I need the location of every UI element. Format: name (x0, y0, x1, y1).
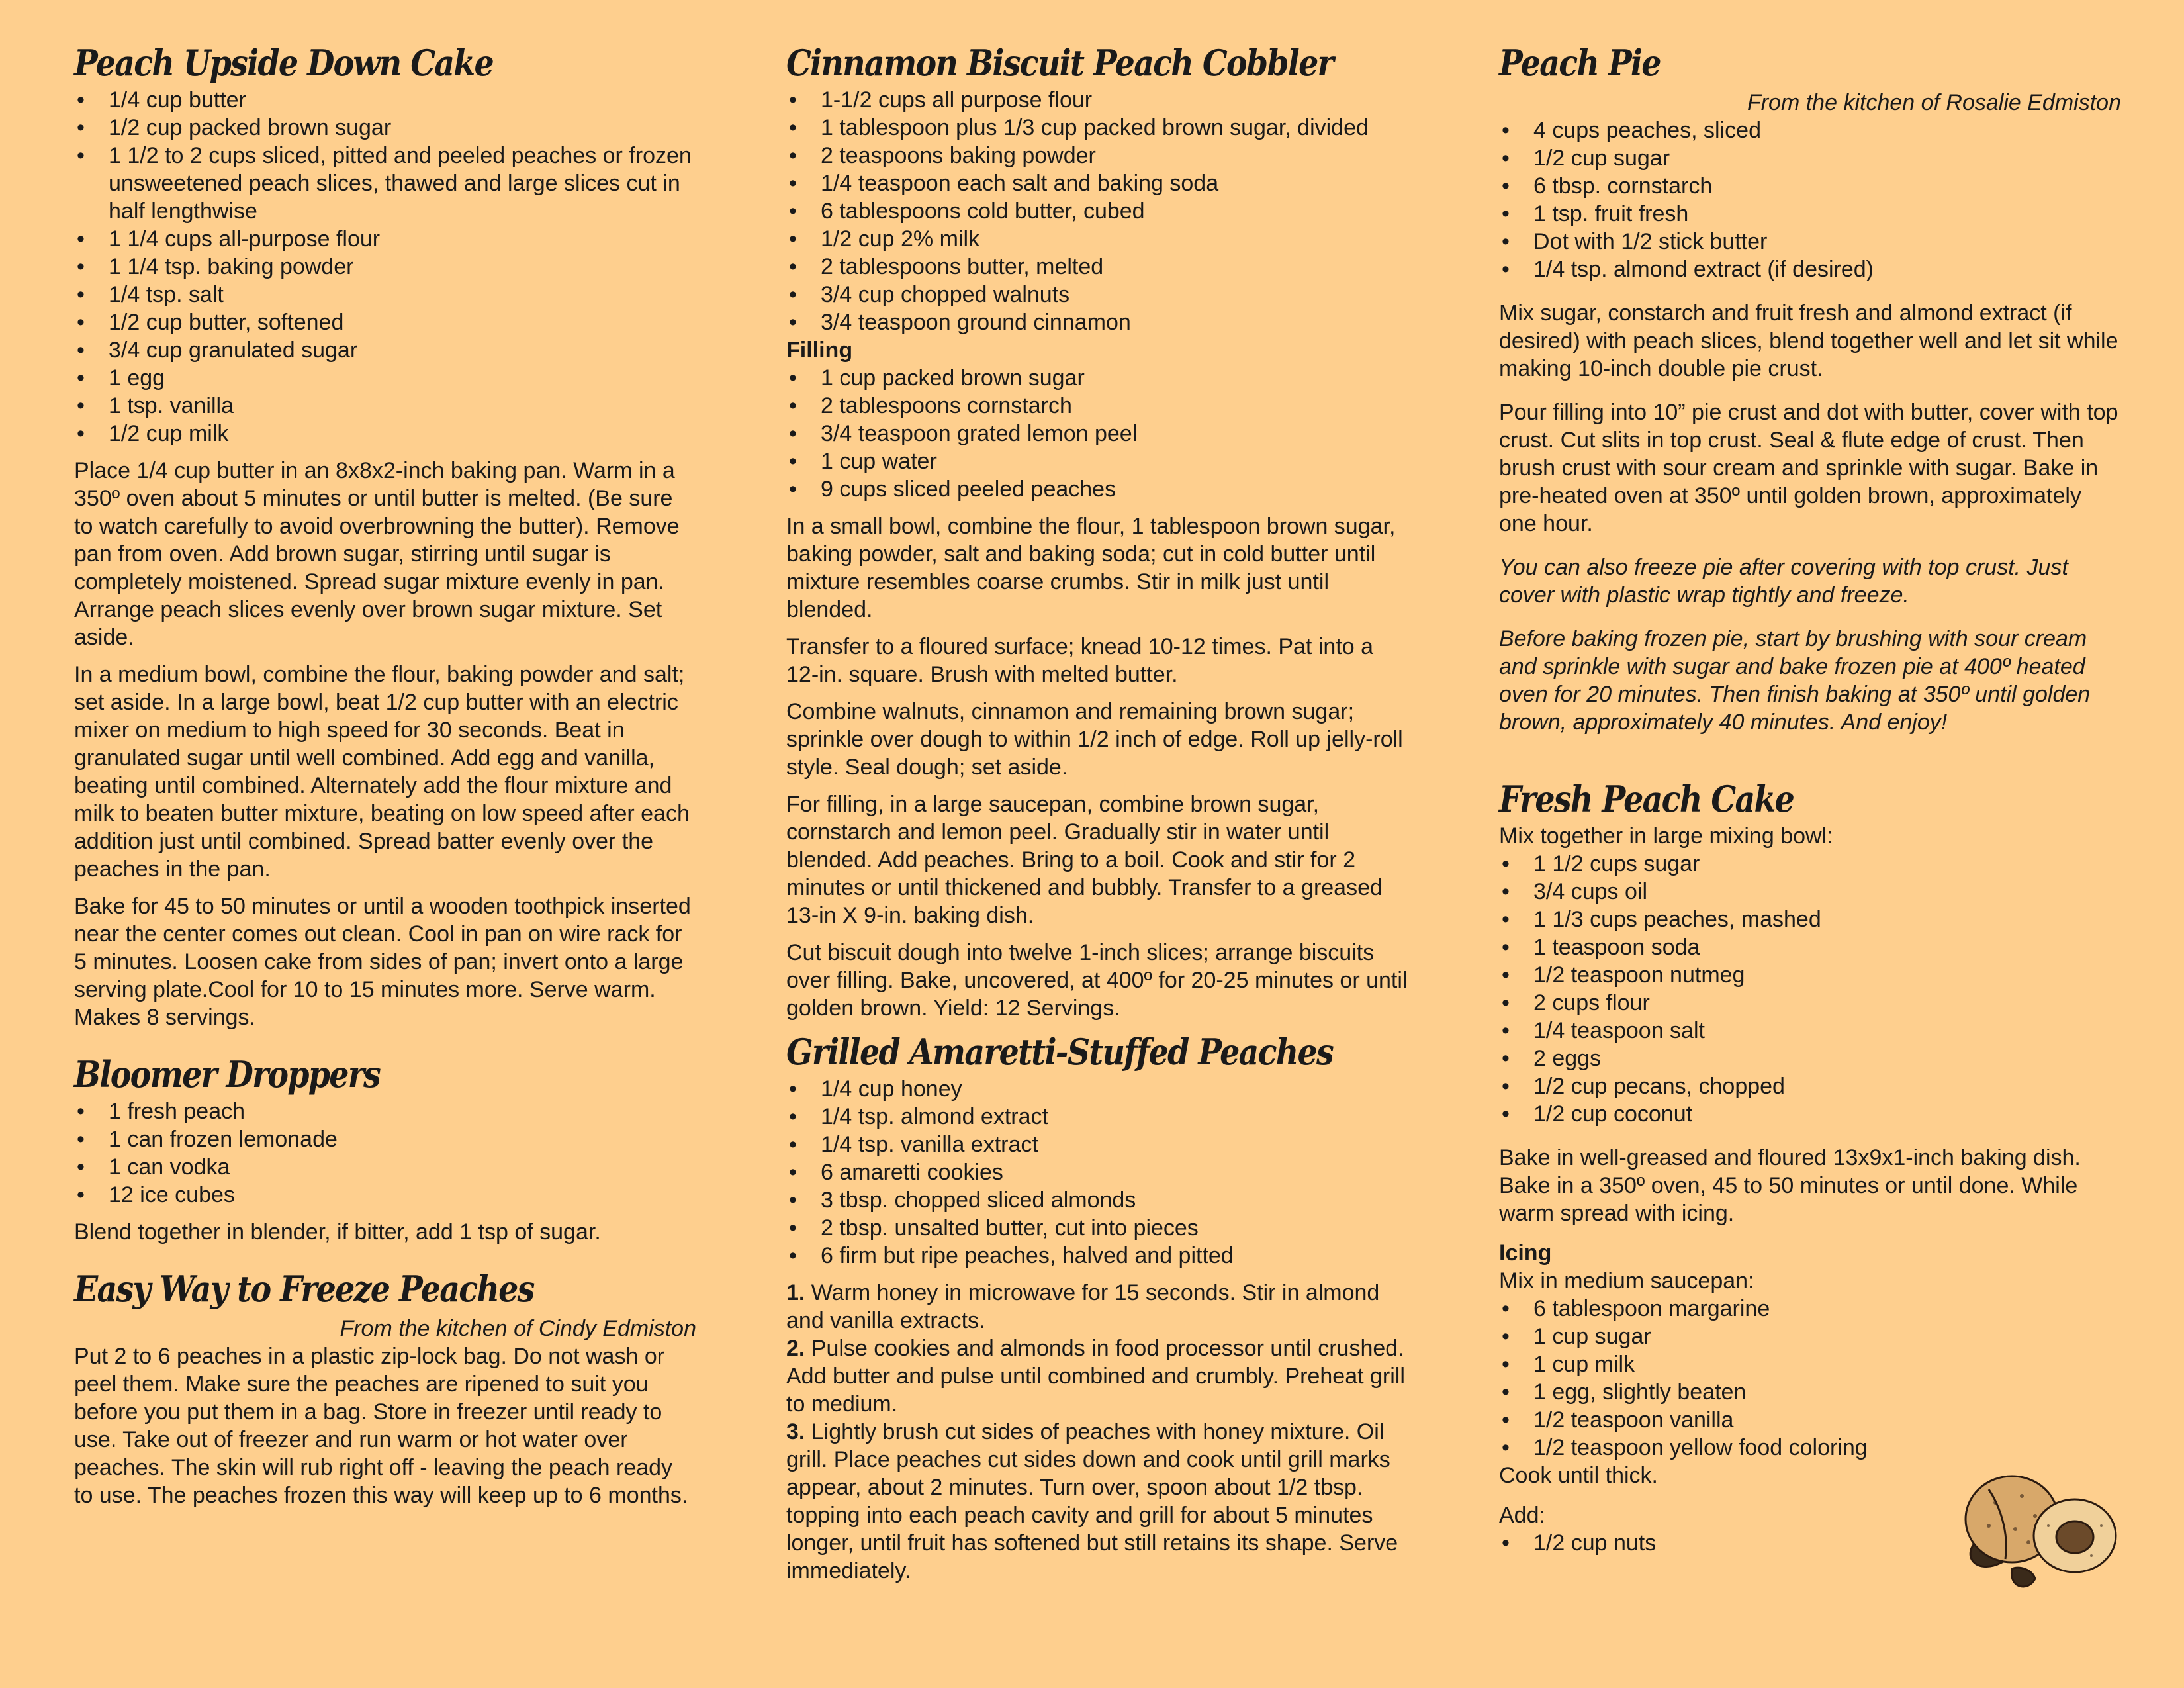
list-item: • 1/2 cup nuts (1499, 1529, 2121, 1557)
list-item: • 1/4 tsp. almond extract (786, 1103, 1408, 1131)
note-paragraph: Before baking frozen pie, start by brushing with sour cream and sprinkle with sugar and bake frozen pie at 400º heated oven for 20 minutes. Then finish baking at 350º until golden brown, approximately 40 minutes. And enjoy! (1499, 626, 2091, 735)
add-heading: Add: (1499, 1503, 1545, 1528)
list-item: • 1 can frozen lemonade (74, 1125, 696, 1153)
list-item: • 1-1/2 cups all purpose flour (786, 86, 1408, 114)
step-text: Pulse cookies and almonds in food processor until crushed. Add butter and pulse until combined and crumbly. Preheat grill to medium. (786, 1336, 1405, 1417)
instructions-paragraph: Blend together in blender, if bitter, add 1 tsp of sugar. (74, 1219, 601, 1244)
ingredient-list (74, 1098, 696, 1209)
instructions-paragraph: Put 2 to 6 peaches in a plastic zip-lock bag. Do not wash or peel them. Make sure the peaches are ripened to suit you before you put them in a bag. Store in freezer until ready to use. Take out of freezer and run warm or hot water over peaches. The skin will rub right off - leaving the peach ready to use. The peaches frozen this way will keep up to 6 months. (74, 1344, 688, 1508)
list-item: • 1 teaspoon soda (1499, 933, 2121, 961)
cook-instruction: Cook until thick. (1499, 1463, 1658, 1488)
list-item: • 1/4 tsp. almond extract (if desired) (1499, 256, 2121, 283)
list-item: • 3/4 teaspoon grated lemon peel (786, 420, 1408, 447)
recipe-credit: From the kitchen of Cindy Edmiston (340, 1316, 696, 1341)
list-item: • 2 tablespoons cornstarch (786, 392, 1408, 420)
instructions-paragraph: Bake for 45 to 50 minutes or until a wooden toothpick inserted near the center comes out clean. Cool in pan on wire rack for 5 minutes. Loosen cake from sides of pan; invert onto a large serving plate.Cool for 10 to 15 minutes more. Serve warm. Makes 8 servings. (74, 894, 691, 1030)
step-paragraph (786, 1279, 1408, 1335)
list-item: • 1/2 teaspoon yellow food coloring (1499, 1434, 2121, 1462)
ingredient-list (1499, 850, 2121, 1128)
instructions-paragraph: Mix sugar, constarch and fruit fresh and almond extract (if desired) with peach slices, blend together well and let sit while making 10-inch double pie crust. (1499, 301, 2118, 381)
step-text: Lightly brush cut sides of peaches with honey mixture. Oil grill. Place peaches cut sides down and cook until grill marks appear, about 2 minutes. Turn over, spoon about 1/2 tbsp. topping into each peach cavity and grill for about 5 minutes longer, until fruit has softened but still retains its shape. Serve immediately. (786, 1419, 1398, 1583)
list-item: • 1/2 cup sugar (1499, 144, 2121, 172)
list-item: • 1/4 cup honey (786, 1075, 1408, 1103)
list-item: • 1 1/3 cups peaches, mashed (1499, 906, 2121, 933)
list-item: • 6 amaretti cookies (786, 1158, 1408, 1186)
list-item: • 1 1/4 cups all-purpose flour (74, 225, 696, 253)
list-item: • 2 eggs (1499, 1045, 2121, 1072)
list-item: • 1/2 cup packed brown sugar (74, 114, 696, 142)
list-item: • 1/2 cup pecans, chopped (1499, 1072, 2121, 1100)
step-number: 1. (786, 1280, 805, 1305)
list-item: • 9 cups sliced peeled peaches (786, 475, 1408, 503)
instructions-paragraph: In a small bowl, combine the flour, 1 tablespoon brown sugar, baking powder, salt and baking soda; cut in cold butter until mixture resembles coarse crumbs. Stir in milk just until blended. (786, 514, 1396, 622)
list-item: • 1 cup water (786, 447, 1408, 475)
list-item: • 1/2 cup butter, softened (74, 308, 696, 336)
list-item: • 1/4 teaspoon each salt and baking soda (786, 169, 1408, 197)
recipe-credit: From the kitchen of Rosalie Edmiston (1747, 90, 2121, 115)
list-item: • 1/2 teaspoon nutmeg (1499, 961, 2121, 989)
list-item: • 2 tablespoons butter, melted (786, 253, 1408, 281)
instructions-paragraph: Pour filling into 10” pie crust and dot with butter, cover with top crust. Cut slits in top crust. Seal & flute edge of crust. Then brush crust with sour cream and sprinkle with sugar. Bake in pre-heated oven at 350º until golden brown, approximately one hour. (1499, 400, 2118, 536)
list-item: • 1 cup milk (1499, 1350, 2121, 1378)
list-item: • 3/4 teaspoon ground cinnamon (786, 308, 1408, 336)
list-item: • 6 tbsp. cornstarch (1499, 172, 2121, 200)
recipe-title: Bloomer Droppers (74, 1053, 380, 1096)
list-item: • 1 egg (74, 364, 696, 392)
recipe-intro: Mix together in large mixing bowl: (1499, 823, 1833, 849)
note-paragraph: You can also freeze pie after covering with top crust. Just cover with plastic wrap tightly and freeze. (1499, 555, 2068, 608)
list-item: • 6 tablespoon margarine (1499, 1295, 2121, 1323)
instructions-paragraph: Combine walnuts, cinnamon and remaining brown sugar; sprinkle over dough to within 1/2 inch of edge. Roll up jelly-roll style. Seal dough; set aside. (786, 699, 1403, 780)
list-item: • 2 tbsp. unsalted butter, cut into pieces (786, 1214, 1408, 1242)
list-item: • 1/2 cup coconut (1499, 1100, 2121, 1128)
column-left (74, 40, 696, 1509)
ingredient-list (1499, 117, 2121, 283)
list-item: • 1/2 teaspoon vanilla (1499, 1406, 2121, 1434)
recipe-title: Peach Pie (1499, 42, 1661, 84)
list-item: • 1/2 cup 2% milk (786, 225, 1408, 253)
icing-heading: Icing (1499, 1241, 1552, 1266)
instructions-paragraph: In a medium bowl, combine the flour, baking powder and salt; set aside. In a large bowl, beat 1/2 cup butter with an electric mixer on medium to high speed for 30 seconds. Beat in granulated sugar until well combined. Add egg and vanilla, beating until combined. Alternately add the flour mixture and milk to beaten butter mixture, beating on low speed after each addition just until combined. Spread batter evenly over the peaches in the pan. (74, 662, 690, 882)
list-item: • 1 tsp. vanilla (74, 392, 696, 420)
step-number: 3. (786, 1419, 805, 1444)
list-item: • 3/4 cup chopped walnuts (786, 281, 1408, 308)
icing-list (1499, 1295, 2121, 1462)
list-item: • Dot with 1/2 stick butter (1499, 228, 2121, 256)
step-number: 2. (786, 1336, 805, 1361)
ingredient-list (786, 86, 1408, 336)
list-item: • 3/4 cup granulated sugar (74, 336, 696, 364)
instructions-paragraph: Transfer to a floured surface; knead 10-12 times. Pat into a 12-in. square. Brush with melted butter. (786, 634, 1373, 687)
list-item: • 2 teaspoons baking powder (786, 142, 1408, 169)
list-item: • 1/4 tsp. vanilla extract (786, 1131, 1408, 1158)
list-item: • 12 ice cubes (74, 1181, 696, 1209)
list-item: • 1 1/4 tsp. baking powder (74, 253, 696, 281)
recipe-title: Easy Way to Freeze Peaches (74, 1268, 534, 1310)
ingredient-list (74, 86, 696, 447)
list-item: • 6 firm but ripe peaches, halved and pitted (786, 1242, 1408, 1270)
instructions-paragraph: For filling, in a large saucepan, combine brown sugar, cornstarch and lemon peel. Gradually stir in water until blended. Add peaches. Bring to a boil. Cook and stir for 2 minutes or until thickened and bubbly. Transfer to a greased 13-in X 9-in. baking dish. (786, 792, 1383, 928)
list-item: • 4 cups peaches, sliced (1499, 117, 2121, 144)
step-paragraph (786, 1335, 1408, 1418)
icing-intro: Mix in medium saucepan: (1499, 1268, 1754, 1293)
column-middle (786, 40, 1408, 1585)
list-item: • 1/4 tsp. salt (74, 281, 696, 308)
step-text: Warm honey in microwave for 15 seconds. Stir in almond and vanilla extracts. (786, 1280, 1380, 1333)
list-item: • 2 cups flour (1499, 989, 2121, 1017)
list-item: • 1/4 cup butter (74, 86, 696, 114)
instructions-paragraph: Place 1/4 cup butter in an 8x8x2-inch baking pan. Warm in a 350º oven about 5 minutes or until butter is melted. (Be sure to watch carefully to avoid overbrowning the butter). Remove pan from oven. Add brown sugar, stirring until sugar is completely moistened. Spread sugar mixture evenly in pan. Arrange peach slices evenly over brown sugar mixture. Set aside. (74, 458, 680, 650)
recipe-title: Grilled Amaretti-Stuffed Peaches (786, 1031, 1334, 1073)
recipe-title: Fresh Peach Cake (1499, 778, 1794, 820)
list-item: • 1 tablespoon plus 1/3 cup packed brown sugar, divided (786, 114, 1408, 142)
list-item: • 1/4 teaspoon salt (1499, 1017, 2121, 1045)
list-item: • 3 tbsp. chopped sliced almonds (786, 1186, 1408, 1214)
list-item: • 3/4 cups oil (1499, 878, 2121, 906)
list-item: • 1 egg, slightly beaten (1499, 1378, 2121, 1406)
recipe-title: Cinnamon Biscuit Peach Cobbler (786, 42, 1333, 84)
list-item: • 6 tablespoons cold butter, cubed (786, 197, 1408, 225)
ingredient-list (786, 1075, 1408, 1270)
instructions-paragraph: Cut biscuit dough into twelve 1-inch slices; arrange biscuits over filling. Bake, uncovered, at 400º for 20-25 minutes or until golden brown. Yield: 12 Servings. (786, 940, 1408, 1021)
list-item: • 1 1/2 to 2 cups sliced, pitted and peeled peaches or frozen unsweetened peach slices, thawed and large slices cut in half lengthwise (74, 142, 696, 225)
list-item: • 1 cup packed brown sugar (786, 364, 1408, 392)
column-right (1499, 40, 2121, 1557)
filling-list (786, 364, 1408, 503)
list-item: • 1 can vodka (74, 1153, 696, 1181)
instructions-paragraph: Bake in well-greased and floured 13x9x1-inch baking dish. Bake in a 350º oven, 45 to 50 minutes or until done. While warm spread with icing. (1499, 1145, 2081, 1226)
steps (786, 1279, 1408, 1585)
peach-illustration-icon (1949, 1463, 2121, 1595)
list-item: • 1 cup sugar (1499, 1323, 2121, 1350)
step-paragraph (786, 1418, 1408, 1585)
list-item: • 1 fresh peach (74, 1098, 696, 1125)
filling-heading: Filling (786, 338, 853, 363)
recipe-title: Peach Upside Down Cake (74, 42, 493, 84)
list-item: • 1/2 cup milk (74, 420, 696, 447)
list-item: • 1 tsp. fruit fresh (1499, 200, 2121, 228)
list-item: • 1 1/2 cups sugar (1499, 850, 2121, 878)
